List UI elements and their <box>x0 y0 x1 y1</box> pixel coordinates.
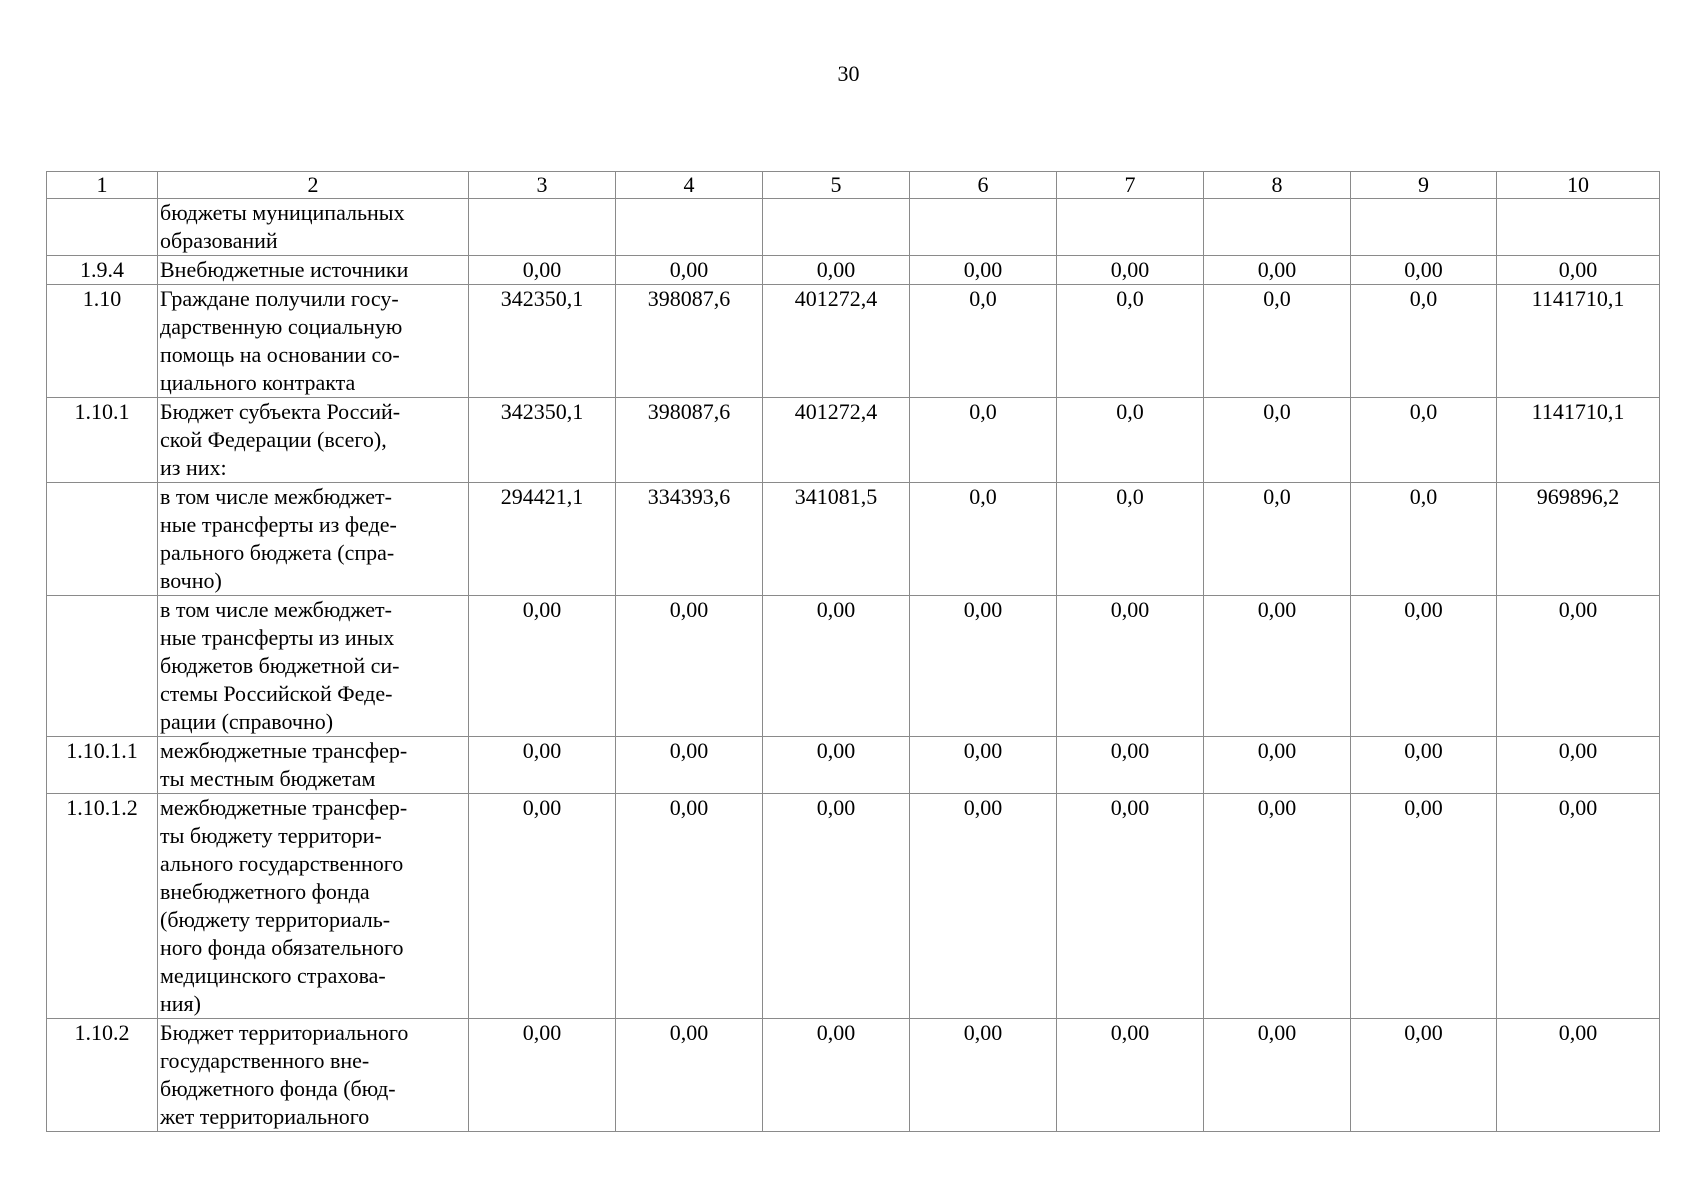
value-cell: 398087,6 <box>616 285 763 398</box>
value-cell: 0,00 <box>763 1019 910 1132</box>
value-cell: 0,0 <box>910 398 1057 483</box>
row-number-cell: 1.10 <box>47 285 158 398</box>
value-cell: 0,00 <box>1204 596 1351 737</box>
value-cell: 0,00 <box>1057 794 1204 1019</box>
value-cell: 0,00 <box>1351 1019 1497 1132</box>
value-cell: 0,0 <box>1204 285 1351 398</box>
table-row <box>47 398 1660 483</box>
row-number-cell: 1.9.4 <box>47 256 158 285</box>
value-cell: 0,00 <box>1497 1019 1660 1132</box>
value-cell: 401272,4 <box>763 398 910 483</box>
row-number-cell <box>47 483 158 596</box>
value-cell: 0,00 <box>469 256 616 285</box>
value-cell: 1141710,1 <box>1497 285 1660 398</box>
value-cell: 0,0 <box>1057 398 1204 483</box>
value-cell <box>1351 199 1497 256</box>
value-cell: 0,00 <box>1351 596 1497 737</box>
value-cell: 0,00 <box>1204 1019 1351 1132</box>
value-cell: 0,0 <box>910 285 1057 398</box>
value-cell: 0,00 <box>1057 596 1204 737</box>
value-cell: 0,00 <box>616 256 763 285</box>
value-cell: 969896,2 <box>1497 483 1660 596</box>
value-cell: 0,00 <box>1351 256 1497 285</box>
value-cell: 0,00 <box>616 1019 763 1132</box>
value-cell: 0,00 <box>1351 794 1497 1019</box>
header-cell: 1 <box>47 172 158 199</box>
value-cell: 0,00 <box>910 596 1057 737</box>
value-cell: 0,00 <box>763 737 910 794</box>
row-name-cell: Граждане получили госу- дарственную социальную помощь на основании со- циального контракта <box>158 285 469 398</box>
header-cell: 2 <box>158 172 469 199</box>
value-cell: 0,00 <box>1497 596 1660 737</box>
value-cell: 401272,4 <box>763 285 910 398</box>
row-name-cell: бюджеты муниципальных образований <box>158 199 469 256</box>
row-number-cell <box>47 596 158 737</box>
value-cell: 0,00 <box>1057 256 1204 285</box>
row-name-cell: Бюджет территориального государственного вне- бюджетного фонда (бюд- жет территориального <box>158 1019 469 1132</box>
header-cell: 5 <box>763 172 910 199</box>
row-number-cell: 1.10.2 <box>47 1019 158 1132</box>
page-number: 30 <box>837 61 860 86</box>
value-cell: 0,0 <box>1057 483 1204 596</box>
row-number-cell: 1.10.1 <box>47 398 158 483</box>
value-cell: 0,00 <box>1204 256 1351 285</box>
value-cell: 0,00 <box>616 794 763 1019</box>
data-table <box>46 171 1660 1132</box>
header-cell: 9 <box>1351 172 1497 199</box>
value-cell: 0,00 <box>763 596 910 737</box>
header-cell: 3 <box>469 172 616 199</box>
value-cell: 0,00 <box>469 794 616 1019</box>
value-cell: 0,0 <box>1204 398 1351 483</box>
value-cell: 0,0 <box>1204 483 1351 596</box>
value-cell <box>616 199 763 256</box>
value-cell <box>469 199 616 256</box>
value-cell: 0,0 <box>910 483 1057 596</box>
row-number-cell: 1.10.1.2 <box>47 794 158 1019</box>
value-cell: 341081,5 <box>763 483 910 596</box>
value-cell: 0,00 <box>910 737 1057 794</box>
value-cell: 0,0 <box>1057 285 1204 398</box>
value-cell: 0,0 <box>1351 285 1497 398</box>
value-cell: 0,00 <box>910 1019 1057 1132</box>
table-row <box>47 199 1660 256</box>
row-name-cell: Внебюджетные источники <box>158 256 469 285</box>
row-name-cell: межбюджетные трансфер- ты бюджету территори- ального государственного внебюджетного фонда (бюджету территориаль- ного фонда обязательного медицинского страхова- ния) <box>158 794 469 1019</box>
value-cell: 0,0 <box>1351 483 1497 596</box>
value-cell: 0,00 <box>469 596 616 737</box>
value-cell <box>910 199 1057 256</box>
header-cell: 7 <box>1057 172 1204 199</box>
value-cell <box>1204 199 1351 256</box>
value-cell: 342350,1 <box>469 285 616 398</box>
value-cell <box>1497 199 1660 256</box>
value-cell: 0,00 <box>763 794 910 1019</box>
value-cell: 334393,6 <box>616 483 763 596</box>
table-row <box>47 256 1660 285</box>
table-row <box>47 1019 1660 1132</box>
row-name-cell: в том числе межбюджет- ные трансферты из феде- рального бюджета (спра- вочно) <box>158 483 469 596</box>
value-cell: 0,00 <box>1351 737 1497 794</box>
value-cell: 0,00 <box>1204 794 1351 1019</box>
row-number-cell: 1.10.1.1 <box>47 737 158 794</box>
table-row <box>47 596 1660 737</box>
value-cell: 0,00 <box>1497 256 1660 285</box>
row-name-cell: в том числе межбюджет- ные трансферты из иных бюджетов бюджетной си- стемы Российской Феде- рации (справочно) <box>158 596 469 737</box>
value-cell: 1141710,1 <box>1497 398 1660 483</box>
value-cell <box>763 199 910 256</box>
value-cell: 0,0 <box>1351 398 1497 483</box>
value-cell: 0,00 <box>616 737 763 794</box>
row-name-cell: Бюджет субъекта Россий- ской Федерации (всего), из них: <box>158 398 469 483</box>
value-cell: 0,00 <box>1057 737 1204 794</box>
header-cell: 8 <box>1204 172 1351 199</box>
row-name-cell: межбюджетные трансфер- ты местным бюджетам <box>158 737 469 794</box>
table-row <box>47 737 1660 794</box>
table-row <box>47 794 1660 1019</box>
table-row <box>47 483 1660 596</box>
value-cell: 0,00 <box>469 1019 616 1132</box>
value-cell: 0,00 <box>469 737 616 794</box>
value-cell: 398087,6 <box>616 398 763 483</box>
header-cell: 4 <box>616 172 763 199</box>
value-cell: 0,00 <box>1057 1019 1204 1132</box>
row-number-cell <box>47 199 158 256</box>
value-cell: 0,00 <box>1497 794 1660 1019</box>
value-cell: 0,00 <box>616 596 763 737</box>
value-cell <box>1057 199 1204 256</box>
value-cell: 294421,1 <box>469 483 616 596</box>
value-cell: 0,00 <box>1497 737 1660 794</box>
value-cell: 0,00 <box>1204 737 1351 794</box>
header-cell: 6 <box>910 172 1057 199</box>
header-cell: 10 <box>1497 172 1660 199</box>
value-cell: 342350,1 <box>469 398 616 483</box>
value-cell: 0,00 <box>910 794 1057 1019</box>
table-header-row <box>47 172 1660 199</box>
table-row <box>47 285 1660 398</box>
value-cell: 0,00 <box>910 256 1057 285</box>
value-cell: 0,00 <box>763 256 910 285</box>
